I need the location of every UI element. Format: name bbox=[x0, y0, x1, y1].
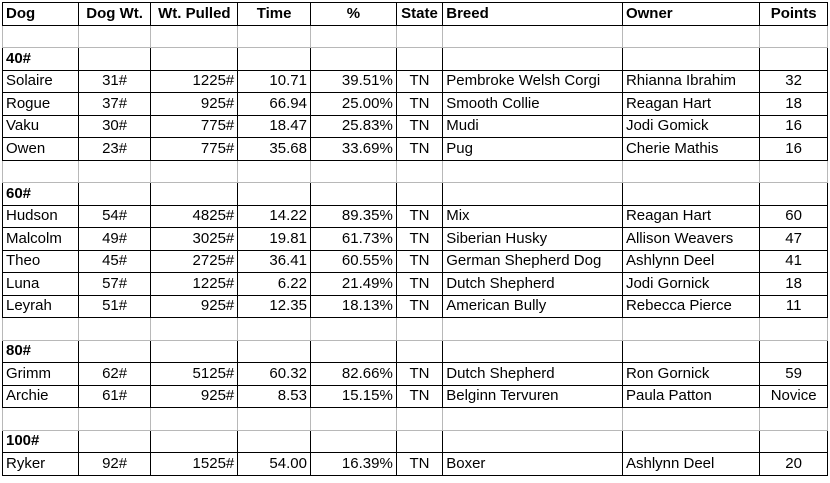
empty-cell bbox=[238, 340, 311, 363]
header-weight-pulled: Wt. Pulled bbox=[151, 3, 238, 26]
cell-percent: 21.49% bbox=[310, 273, 396, 296]
cell-points: 18 bbox=[760, 93, 828, 116]
cell-time: 10.71 bbox=[238, 70, 311, 93]
empty-cell bbox=[622, 48, 759, 71]
cell-owner: Ron Gornick bbox=[622, 363, 759, 386]
empty-cell bbox=[151, 25, 238, 48]
cell-percent: 33.69% bbox=[310, 138, 396, 161]
weight-class-row bbox=[3, 183, 828, 206]
cell-points: 60 bbox=[760, 205, 828, 228]
cell-points: 11 bbox=[760, 295, 828, 318]
empty-cell bbox=[443, 25, 623, 48]
cell-dog: Hudson bbox=[3, 205, 79, 228]
empty-cell bbox=[78, 430, 151, 453]
cell-time: 19.81 bbox=[238, 228, 311, 251]
cell-owner: Ashlynn Deel bbox=[622, 453, 759, 476]
cell-dog: Solaire bbox=[3, 70, 79, 93]
empty-cell bbox=[151, 408, 238, 431]
empty-cell bbox=[310, 25, 396, 48]
table-row bbox=[3, 115, 828, 138]
empty-cell bbox=[622, 408, 759, 431]
cell-weight-pulled: 775# bbox=[151, 138, 238, 161]
empty-cell bbox=[760, 340, 828, 363]
cell-breed: Boxer bbox=[443, 453, 623, 476]
cell-state: TN bbox=[396, 363, 442, 386]
empty-cell bbox=[78, 408, 151, 431]
weight-class-label: 40# bbox=[3, 48, 79, 71]
empty-cell bbox=[238, 183, 311, 206]
cell-dog-weight: 45# bbox=[78, 250, 151, 273]
cell-weight-pulled: 1525# bbox=[151, 453, 238, 476]
cell-state: TN bbox=[396, 93, 442, 116]
cell-breed: Mudi bbox=[443, 115, 623, 138]
cell-weight-pulled: 4825# bbox=[151, 205, 238, 228]
cell-percent: 39.51% bbox=[310, 70, 396, 93]
header-state: State bbox=[396, 3, 442, 26]
cell-dog: Owen bbox=[3, 138, 79, 161]
empty-cell bbox=[443, 430, 623, 453]
cell-breed: Pug bbox=[443, 138, 623, 161]
cell-percent: 82.66% bbox=[310, 363, 396, 386]
cell-dog: Theo bbox=[3, 250, 79, 273]
header-dog: Dog bbox=[3, 3, 79, 26]
empty-cell bbox=[310, 318, 396, 341]
empty-cell bbox=[760, 160, 828, 183]
cell-state: TN bbox=[396, 138, 442, 161]
empty-cell bbox=[238, 408, 311, 431]
cell-owner: Allison Weavers bbox=[622, 228, 759, 251]
empty-cell bbox=[78, 340, 151, 363]
cell-breed: Belginn Tervuren bbox=[443, 385, 623, 408]
empty-cell bbox=[443, 183, 623, 206]
cell-dog-weight: 54# bbox=[78, 205, 151, 228]
cell-state: TN bbox=[396, 70, 442, 93]
weight-class-row bbox=[3, 430, 828, 453]
empty-cell bbox=[3, 408, 79, 431]
empty-cell bbox=[760, 183, 828, 206]
empty-cell bbox=[396, 48, 442, 71]
cell-breed: Smooth Collie bbox=[443, 93, 623, 116]
empty-cell bbox=[151, 318, 238, 341]
table-row bbox=[3, 138, 828, 161]
empty-cell bbox=[760, 318, 828, 341]
cell-state: TN bbox=[396, 228, 442, 251]
cell-points: 41 bbox=[760, 250, 828, 273]
spacer-row bbox=[3, 160, 828, 183]
empty-cell bbox=[396, 318, 442, 341]
cell-time: 8.53 bbox=[238, 385, 311, 408]
empty-cell bbox=[396, 160, 442, 183]
weight-class-row bbox=[3, 48, 828, 71]
cell-breed: American Bully bbox=[443, 295, 623, 318]
spacer-row bbox=[3, 25, 828, 48]
cell-time: 54.00 bbox=[238, 453, 311, 476]
cell-state: TN bbox=[396, 453, 442, 476]
table-row bbox=[3, 70, 828, 93]
empty-cell bbox=[151, 430, 238, 453]
cell-owner: Paula Patton bbox=[622, 385, 759, 408]
cell-breed: Dutch Shepherd bbox=[443, 273, 623, 296]
cell-dog-weight: 30# bbox=[78, 115, 151, 138]
empty-cell bbox=[78, 318, 151, 341]
cell-breed: Mix bbox=[443, 205, 623, 228]
cell-time: 18.47 bbox=[238, 115, 311, 138]
cell-points: 18 bbox=[760, 273, 828, 296]
table-row bbox=[3, 363, 828, 386]
cell-breed: Pembroke Welsh Corgi bbox=[443, 70, 623, 93]
header-time: Time bbox=[238, 3, 311, 26]
empty-cell bbox=[78, 48, 151, 71]
empty-cell bbox=[396, 340, 442, 363]
empty-cell bbox=[238, 25, 311, 48]
cell-time: 36.41 bbox=[238, 250, 311, 273]
empty-cell bbox=[238, 430, 311, 453]
cell-weight-pulled: 3025# bbox=[151, 228, 238, 251]
cell-time: 14.22 bbox=[238, 205, 311, 228]
cell-percent: 16.39% bbox=[310, 453, 396, 476]
cell-dog-weight: 31# bbox=[78, 70, 151, 93]
cell-time: 66.94 bbox=[238, 93, 311, 116]
spacer-row bbox=[3, 318, 828, 341]
header-owner: Owner bbox=[622, 3, 759, 26]
cell-dog-weight: 57# bbox=[78, 273, 151, 296]
cell-owner: Rhianna Ibrahim bbox=[622, 70, 759, 93]
empty-cell bbox=[3, 25, 79, 48]
empty-cell bbox=[622, 318, 759, 341]
cell-dog: Luna bbox=[3, 273, 79, 296]
cell-weight-pulled: 1225# bbox=[151, 273, 238, 296]
empty-cell bbox=[310, 408, 396, 431]
empty-cell bbox=[78, 183, 151, 206]
empty-cell bbox=[151, 160, 238, 183]
cell-percent: 25.83% bbox=[310, 115, 396, 138]
cell-percent: 25.00% bbox=[310, 93, 396, 116]
header-points: Points bbox=[760, 3, 828, 26]
cell-percent: 61.73% bbox=[310, 228, 396, 251]
weight-class-row bbox=[3, 340, 828, 363]
cell-points: 59 bbox=[760, 363, 828, 386]
cell-state: TN bbox=[396, 205, 442, 228]
empty-cell bbox=[760, 408, 828, 431]
header-row bbox=[3, 3, 828, 26]
cell-dog-weight: 62# bbox=[78, 363, 151, 386]
cell-owner: Reagan Hart bbox=[622, 93, 759, 116]
cell-time: 6.22 bbox=[238, 273, 311, 296]
empty-cell bbox=[622, 183, 759, 206]
cell-dog-weight: 61# bbox=[78, 385, 151, 408]
cell-points: 16 bbox=[760, 138, 828, 161]
cell-dog-weight: 51# bbox=[78, 295, 151, 318]
cell-state: TN bbox=[396, 115, 442, 138]
table-row bbox=[3, 385, 828, 408]
cell-state: TN bbox=[396, 250, 442, 273]
cell-weight-pulled: 5125# bbox=[151, 363, 238, 386]
cell-dog: Leyrah bbox=[3, 295, 79, 318]
empty-cell bbox=[396, 408, 442, 431]
cell-points: Novice bbox=[760, 385, 828, 408]
empty-cell bbox=[396, 430, 442, 453]
cell-dog: Archie bbox=[3, 385, 79, 408]
cell-points: 16 bbox=[760, 115, 828, 138]
empty-cell bbox=[78, 160, 151, 183]
cell-points: 47 bbox=[760, 228, 828, 251]
cell-weight-pulled: 2725# bbox=[151, 250, 238, 273]
cell-points: 32 bbox=[760, 70, 828, 93]
empty-cell bbox=[310, 160, 396, 183]
empty-cell bbox=[238, 160, 311, 183]
empty-cell bbox=[151, 183, 238, 206]
header-breed: Breed bbox=[443, 3, 623, 26]
cell-percent: 89.35% bbox=[310, 205, 396, 228]
table-row bbox=[3, 295, 828, 318]
weight-class-label: 60# bbox=[3, 183, 79, 206]
table-row bbox=[3, 273, 828, 296]
empty-cell bbox=[443, 48, 623, 71]
results-table bbox=[2, 2, 828, 476]
cell-weight-pulled: 775# bbox=[151, 115, 238, 138]
empty-cell bbox=[151, 340, 238, 363]
empty-cell bbox=[3, 160, 79, 183]
cell-owner: Ashlynn Deel bbox=[622, 250, 759, 273]
empty-cell bbox=[760, 25, 828, 48]
cell-percent: 60.55% bbox=[310, 250, 396, 273]
cell-owner: Jodi Gornick bbox=[622, 273, 759, 296]
table-row bbox=[3, 93, 828, 116]
table-body bbox=[3, 25, 828, 475]
empty-cell bbox=[151, 48, 238, 71]
empty-cell bbox=[396, 25, 442, 48]
empty-cell bbox=[760, 48, 828, 71]
empty-cell bbox=[443, 340, 623, 363]
cell-percent: 18.13% bbox=[310, 295, 396, 318]
empty-cell bbox=[238, 318, 311, 341]
cell-points: 20 bbox=[760, 453, 828, 476]
cell-time: 12.35 bbox=[238, 295, 311, 318]
cell-dog: Grimm bbox=[3, 363, 79, 386]
cell-state: TN bbox=[396, 385, 442, 408]
cell-dog-weight: 37# bbox=[78, 93, 151, 116]
table-row bbox=[3, 228, 828, 251]
empty-cell bbox=[760, 430, 828, 453]
cell-state: TN bbox=[396, 273, 442, 296]
empty-cell bbox=[3, 318, 79, 341]
empty-cell bbox=[622, 25, 759, 48]
cell-breed: Dutch Shepherd bbox=[443, 363, 623, 386]
cell-time: 35.68 bbox=[238, 138, 311, 161]
cell-dog: Malcolm bbox=[3, 228, 79, 251]
cell-weight-pulled: 925# bbox=[151, 385, 238, 408]
weight-class-label: 100# bbox=[3, 430, 79, 453]
cell-breed: Siberian Husky bbox=[443, 228, 623, 251]
empty-cell bbox=[78, 25, 151, 48]
empty-cell bbox=[310, 340, 396, 363]
cell-dog-weight: 49# bbox=[78, 228, 151, 251]
cell-weight-pulled: 925# bbox=[151, 295, 238, 318]
empty-cell bbox=[310, 430, 396, 453]
cell-state: TN bbox=[396, 295, 442, 318]
empty-cell bbox=[443, 318, 623, 341]
cell-owner: Rebecca Pierce bbox=[622, 295, 759, 318]
empty-cell bbox=[622, 160, 759, 183]
empty-cell bbox=[622, 430, 759, 453]
empty-cell bbox=[310, 48, 396, 71]
cell-time: 60.32 bbox=[238, 363, 311, 386]
cell-dog: Rogue bbox=[3, 93, 79, 116]
cell-owner: Reagan Hart bbox=[622, 205, 759, 228]
cell-dog-weight: 23# bbox=[78, 138, 151, 161]
cell-dog-weight: 92# bbox=[78, 453, 151, 476]
cell-owner: Jodi Gomick bbox=[622, 115, 759, 138]
empty-cell bbox=[238, 48, 311, 71]
empty-cell bbox=[310, 183, 396, 206]
cell-weight-pulled: 1225# bbox=[151, 70, 238, 93]
spacer-row bbox=[3, 408, 828, 431]
empty-cell bbox=[443, 160, 623, 183]
cell-percent: 15.15% bbox=[310, 385, 396, 408]
header-percent: % bbox=[310, 3, 396, 26]
empty-cell bbox=[622, 340, 759, 363]
table-row bbox=[3, 453, 828, 476]
cell-breed: German Shepherd Dog bbox=[443, 250, 623, 273]
header-dog-weight: Dog Wt. bbox=[78, 3, 151, 26]
table-row bbox=[3, 250, 828, 273]
weight-class-label: 80# bbox=[3, 340, 79, 363]
empty-cell bbox=[443, 408, 623, 431]
cell-dog: Ryker bbox=[3, 453, 79, 476]
cell-owner: Cherie Mathis bbox=[622, 138, 759, 161]
empty-cell bbox=[396, 183, 442, 206]
table-row bbox=[3, 205, 828, 228]
cell-dog: Vaku bbox=[3, 115, 79, 138]
cell-weight-pulled: 925# bbox=[151, 93, 238, 116]
